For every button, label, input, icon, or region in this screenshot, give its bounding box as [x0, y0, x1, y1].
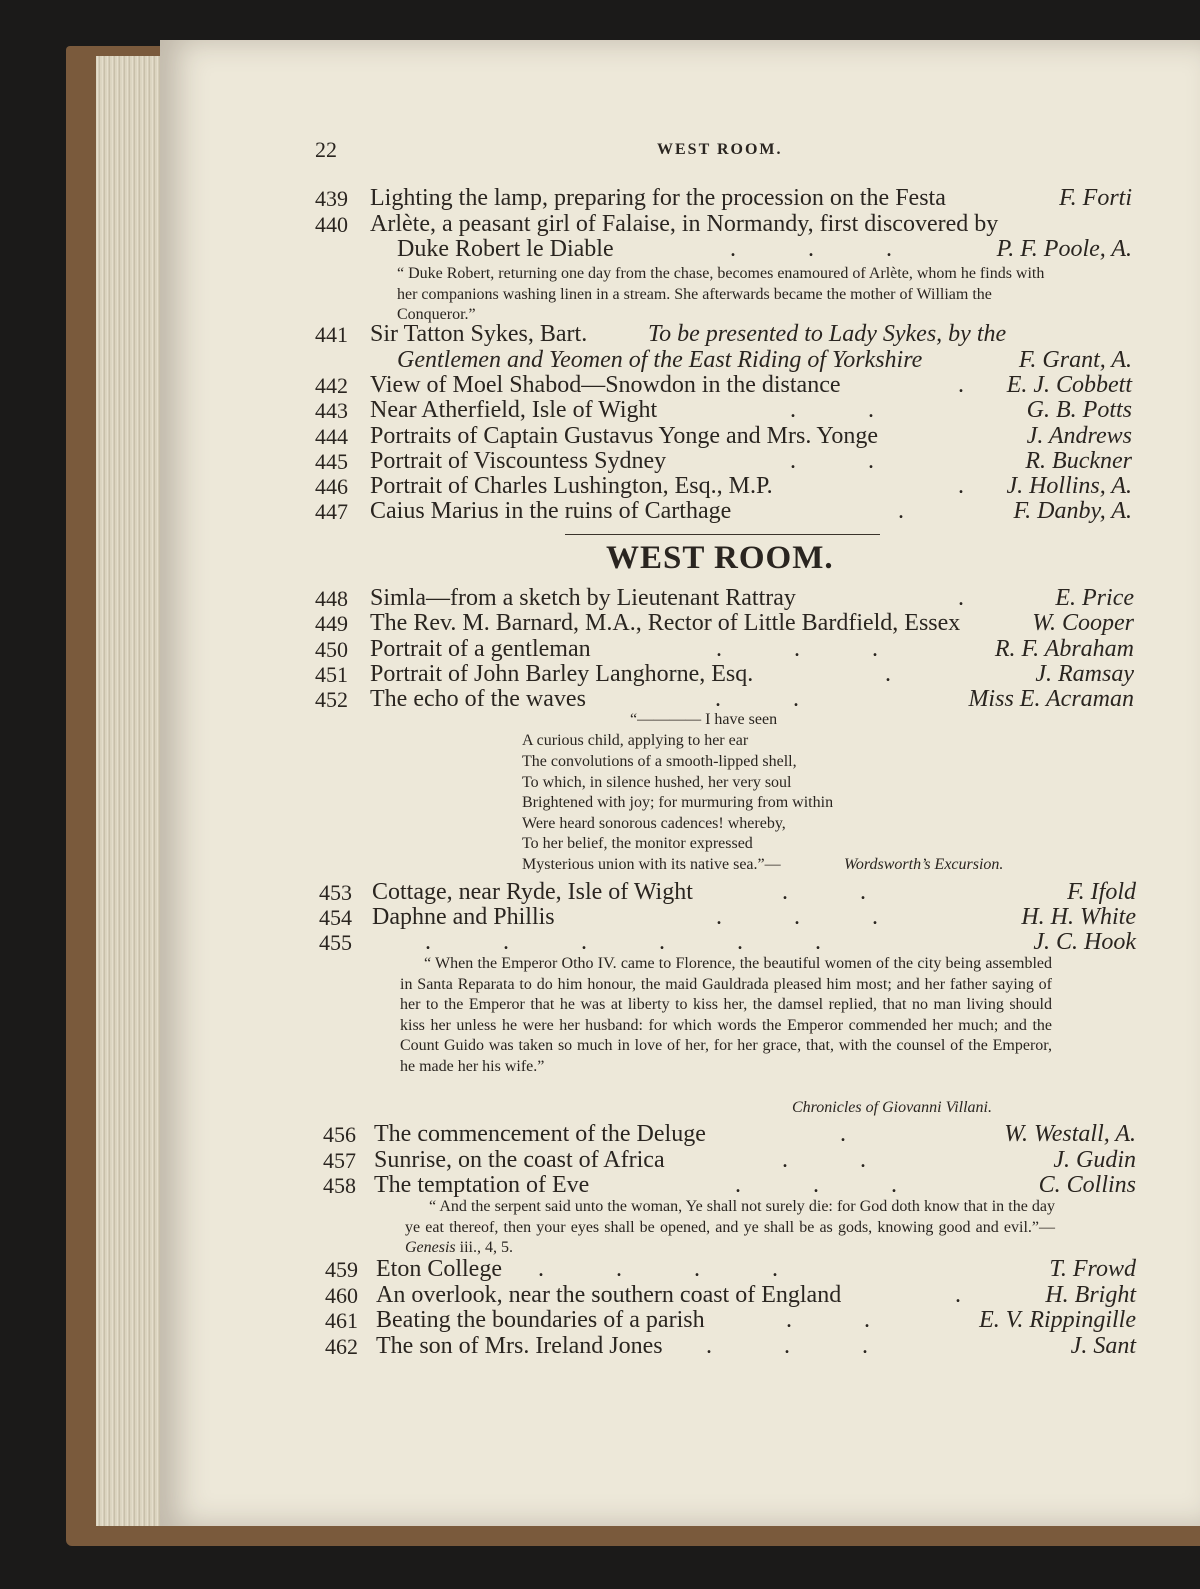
entry-artist: R. Buckner [1025, 448, 1132, 474]
entry-artist: E. Price [1055, 585, 1134, 611]
entry-quote: “ When the Emperor Otho IV. came to Florence, the beautiful women of the city being assembled in Santa Reparata to do him honour, the maid Gauldrada pleased him most; and her father saying of her to the Emperor that he was at liberty to kiss her, the damsel replied, that no man living should kiss her unless he were her husband: for which words the Emperor commended her much; and the Count Guido was taken so much in love of her, for her grace, that, with the counsel of the Emperor, he made her his wife.” [400, 955, 1052, 1075]
leader-dots: . . [782, 1147, 866, 1173]
leader-dots: . [840, 1121, 846, 1147]
entry-title: Portrait of John Barley Langhorne, Esq. [370, 661, 754, 687]
entry-artist: F. Danby, A. [1013, 498, 1132, 524]
quote-source: Chronicles of Giovanni Villani. [792, 1099, 992, 1116]
entry-number: 460 [325, 1283, 358, 1308]
entry-artist: T. Frowd [1049, 1256, 1136, 1282]
entry-number: 457 [323, 1148, 356, 1173]
entry-number: 443 [315, 398, 348, 423]
leader-dots: . [958, 372, 964, 398]
entry-title: The temptation of Eve [374, 1172, 590, 1198]
section-rule [565, 534, 880, 535]
entry-title: Lighting the lamp, preparing for the procession on the Festa [370, 185, 946, 211]
entry-number: 448 [315, 586, 348, 611]
entry-number: 454 [319, 905, 352, 930]
entry-title-italic: To be presented to Lady Sykes, by the [648, 321, 1007, 347]
entry-artist: E. J. Cobbett [1006, 372, 1132, 398]
entry-number: 442 [315, 373, 348, 398]
entry-artist: F. Ifold [1067, 879, 1136, 905]
leader-dots: . [955, 1282, 961, 1308]
leader-dots: . . . [730, 236, 892, 262]
entry-number: 439 [315, 186, 348, 211]
quote-source: Genesis [405, 1239, 456, 1256]
leader-dots: . . [786, 1307, 870, 1333]
entry-artist: Miss E. Acraman [968, 686, 1134, 712]
entry-number: 440 [315, 212, 348, 237]
leader-dots: . [958, 585, 964, 611]
leader-dots: . [885, 661, 891, 687]
poem-line: To her belief, the monitor expressed [522, 835, 753, 852]
entry-artist: E. V. Rippingille [979, 1307, 1136, 1333]
entry-title: Portrait of a gentleman [370, 636, 591, 662]
entry-number: 456 [323, 1122, 356, 1147]
leader-dots: . [958, 473, 964, 499]
poem-line: Were heard sonorous cadences! whereby, [522, 815, 786, 832]
entry-artist: J. Gudin [1053, 1147, 1136, 1173]
entry-number: 461 [325, 1308, 358, 1333]
entry-number: 441 [315, 322, 348, 347]
entry-artist: J. Andrews [1026, 423, 1132, 449]
entry-title: Eton College [376, 1256, 502, 1282]
entry-title: Simla—from a sketch by Lieutenant Rattray [370, 585, 796, 611]
leader-dots: . . [715, 686, 799, 712]
poem-line: A curious child, applying to her ear [522, 732, 749, 749]
poem-line: “———— I have seen [630, 711, 778, 728]
leader-dots: . . . . [538, 1256, 778, 1282]
entry-artist: J. Hollins, A. [1006, 473, 1132, 499]
poem-line: Brightened with joy; for murmuring from within [522, 794, 834, 811]
entry-title-continued: Duke Robert le Diable [397, 236, 614, 262]
entry-number: 458 [323, 1173, 356, 1198]
entry-number: 462 [325, 1334, 358, 1359]
entry-title-continued: Gentlemen and Yeomen of the East Riding of Yorkshire [397, 347, 923, 373]
leader-dots: . . . [716, 636, 878, 662]
entry-title: The commencement of the Deluge [374, 1121, 706, 1147]
entry-title: Daphne and Phillis [372, 904, 555, 930]
entry-title: An overlook, near the southern coast of England [376, 1282, 842, 1308]
poem-source: Wordsworth’s Excursion. [844, 856, 1004, 873]
leader-dots: . . [790, 397, 874, 423]
entry-number: 452 [315, 687, 348, 712]
entry-number: 446 [315, 474, 348, 499]
entry-title: Near Atherfield, Isle of Wight [370, 397, 658, 423]
entry-artist: P. F. Poole, A. [996, 236, 1132, 262]
section-heading: WEST ROOM. [606, 540, 834, 576]
entry-quote: “ Duke Robert, returning one day from the chase, becomes enamoured of Arlète, whom he finds with her companions washing linen in a stream. She afterwards became the mother of William the Conqueror.” [397, 265, 1045, 323]
entry-number: 447 [315, 499, 348, 524]
entry-number: 451 [315, 662, 348, 687]
quote-reference: iii., 4, 5. [459, 1239, 513, 1256]
entry-number: 445 [315, 449, 348, 474]
leader-dots: . . . [735, 1172, 897, 1198]
leader-dots: . . . [706, 1333, 868, 1359]
entry-title: Arlète, a peasant girl of Falaise, in Normandy, first discovered by [370, 211, 999, 237]
entry-artist: H. H. White [1021, 904, 1136, 930]
leader-dots: . . [790, 448, 874, 474]
entry-artist: R. F. Abraham [994, 636, 1134, 662]
quote-text: “ And the serpent said unto the woman, Ye shall not surely die: for God doth know that in the day ye eat thereof, then your eyes shall be opened, and ye shall be as gods, knowing good and evil.”— [405, 1198, 1055, 1236]
entry-artist: F. Grant, A. [1018, 347, 1132, 373]
entry-artist: H. Bright [1045, 1282, 1136, 1308]
entry-title: Portrait of Charles Lushington, Esq., M.P. [370, 473, 773, 499]
running-head: WEST ROOM. [657, 141, 783, 158]
entry-artist: W. Westall, A. [1004, 1121, 1136, 1147]
poem-line: To which, in silence hushed, her very soul [522, 774, 792, 791]
entry-title: The son of Mrs. Ireland Jones [376, 1333, 663, 1359]
entry-artist: J. Sant [1070, 1333, 1136, 1359]
entry-number: 449 [315, 611, 348, 636]
poem-line: Mysterious union with its native sea.”— [522, 856, 781, 873]
entry-title: Sunrise, on the coast of Africa [374, 1147, 665, 1173]
entry-number: 459 [325, 1257, 358, 1282]
entry-artist: G. B. Potts [1026, 397, 1132, 423]
entry-artist: J. C. Hook [1033, 929, 1136, 955]
entry-quote [405, 1197, 1055, 1259]
entry-title: View of Moel Shabod—Snowdon in the distance [370, 372, 841, 398]
entry-title: Portrait of Viscountess Sydney [370, 448, 667, 474]
leader-dots: . [898, 498, 904, 524]
entry-number: 450 [315, 637, 348, 662]
entry-title: Portraits of Captain Gustavus Yonge and Mrs. Yonge [370, 423, 879, 449]
catalogue-page [160, 40, 1200, 1526]
entry-artist: C. Collins [1038, 1172, 1136, 1198]
entry-title: Sir Tatton Sykes, Bart. [370, 321, 588, 347]
poem-line: The convolutions of a smooth-lipped shell, [522, 753, 797, 770]
entry-artist: F. Forti [1059, 185, 1132, 211]
entry-title: Cottage, near Ryde, Isle of Wight [372, 879, 693, 905]
entry-number: 453 [319, 880, 352, 905]
entry-title: The Rev. M. Barnard, M.A., Rector of Little Bardfield, Essex [370, 610, 961, 636]
entry-artist: W. Cooper [1032, 610, 1134, 636]
page-number: 22 [315, 137, 337, 162]
entry-number: 455 [319, 930, 352, 955]
leader-dots: . . [782, 879, 866, 905]
entry-title: Beating the boundaries of a parish [376, 1307, 705, 1333]
leader-dots: . . . . . . [425, 929, 821, 955]
leader-dots: . . . [716, 904, 878, 930]
entry-title: Caius Marius in the ruins of Carthage [370, 498, 732, 524]
entry-title: The echo of the waves [370, 686, 586, 712]
entry-artist: J. Ramsay [1035, 661, 1134, 687]
entry-number: 444 [315, 424, 348, 449]
